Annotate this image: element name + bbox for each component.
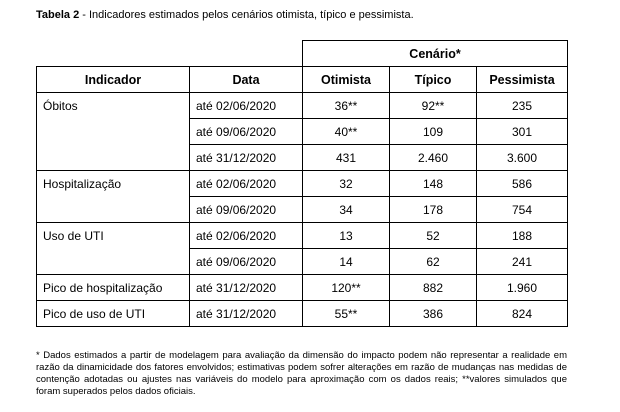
otimista-cell: 13 (303, 223, 390, 249)
col-header-indicador: Indicador (37, 67, 190, 93)
otimista-cell: 34 (303, 197, 390, 223)
col-header-pessimista: Pessimista (477, 67, 568, 93)
date-cell: até 31/12/2020 (190, 275, 303, 301)
otimista-cell: 36** (303, 93, 390, 119)
header-blank-cell (37, 41, 303, 67)
date-cell: até 02/06/2020 (190, 223, 303, 249)
tipico-cell: 109 (390, 119, 477, 145)
date-cell: até 09/06/2020 (190, 119, 303, 145)
indicator-cell: Pico de uso de UTI (37, 301, 190, 327)
indicator-cell: Hospitalização (37, 171, 190, 223)
indicators-table (36, 40, 568, 327)
pessimista-cell: 188 (477, 223, 568, 249)
table-row (37, 275, 568, 301)
otimista-cell: 55** (303, 301, 390, 327)
date-cell: até 02/06/2020 (190, 93, 303, 119)
table-row (37, 93, 568, 119)
pessimista-cell: 301 (477, 119, 568, 145)
caption-label: Tabela 2 (36, 9, 80, 21)
tipico-cell: 178 (390, 197, 477, 223)
date-cell: até 09/06/2020 (190, 197, 303, 223)
date-cell: até 31/12/2020 (190, 145, 303, 171)
otimista-cell: 32 (303, 171, 390, 197)
table-row (37, 301, 568, 327)
col-header-tipico: Típico (390, 67, 477, 93)
column-header-row (37, 67, 568, 93)
indicator-cell: Pico de hospitalização (37, 275, 190, 301)
tipico-cell: 52 (390, 223, 477, 249)
pessimista-cell: 824 (477, 301, 568, 327)
tipico-cell: 386 (390, 301, 477, 327)
otimista-cell: 14 (303, 249, 390, 275)
pessimista-cell: 586 (477, 171, 568, 197)
table-row (37, 171, 568, 197)
pessimista-cell: 3.600 (477, 145, 568, 171)
tipico-cell: 148 (390, 171, 477, 197)
otimista-cell: 431 (303, 145, 390, 171)
pessimista-cell: 1.960 (477, 275, 568, 301)
scenario-group-header: Cenário* (303, 41, 568, 67)
col-header-data: Data (190, 67, 303, 93)
col-header-otimista: Otimista (303, 67, 390, 93)
caption-text: - Indicadores estimados pelos cenários otimista, típico e pessimista. (79, 9, 414, 21)
date-cell: até 09/06/2020 (190, 249, 303, 275)
date-cell: até 31/12/2020 (190, 301, 303, 327)
pessimista-cell: 241 (477, 249, 568, 275)
table-caption (36, 9, 414, 21)
tipico-cell: 62 (390, 249, 477, 275)
pessimista-cell: 235 (477, 93, 568, 119)
indicator-cell: Uso de UTI (37, 223, 190, 275)
otimista-cell: 40** (303, 119, 390, 145)
indicator-cell: Óbitos (37, 93, 190, 171)
group-header-row (37, 41, 568, 67)
pessimista-cell: 754 (477, 197, 568, 223)
date-cell: até 02/06/2020 (190, 171, 303, 197)
table-row (37, 223, 568, 249)
tipico-cell: 92** (390, 93, 477, 119)
tipico-cell: 882 (390, 275, 477, 301)
otimista-cell: 120** (303, 275, 390, 301)
table-footnote: * Dados estimados a partir de modelagem para avaliação da dimensão do impacto podem não representar a realidade em razão da dinamicidade dos fatores envolvidos; estimativas podem sofrer alterações em razão de mudanças nas medidas de contenção adotadas ou ajustes nas variáveis do modelo para aproximação com os dados reais; **valores simulados que foram superados pelos dados oficiais. (36, 350, 567, 397)
tipico-cell: 2.460 (390, 145, 477, 171)
